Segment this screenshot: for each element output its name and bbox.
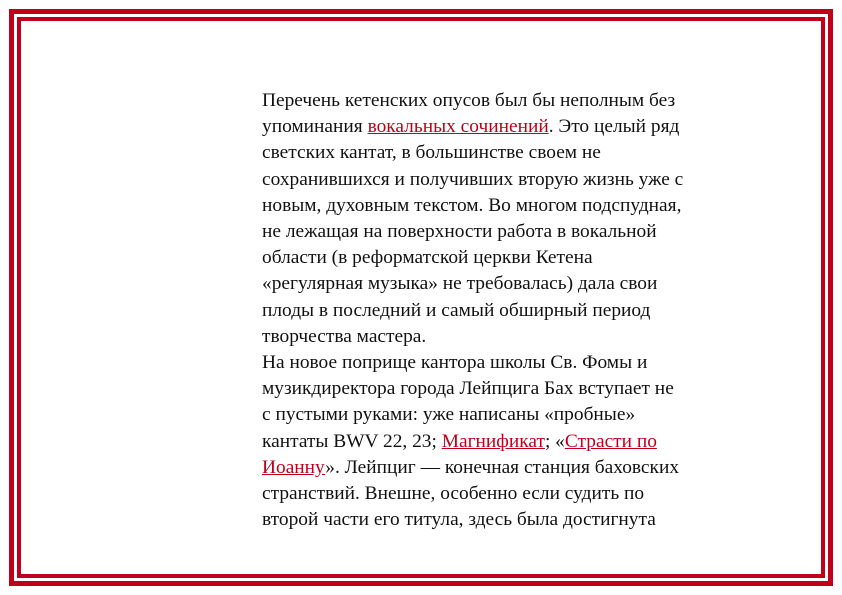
text-line: «регулярная музыка» не требовалась) дала свои xyxy=(262,273,658,295)
text-line: Перечень кетенских опусов был бы неполным без xyxy=(262,90,676,111)
text-line: сохранившихся и получивших вторую жизнь уже с xyxy=(262,168,684,190)
magnificat-link[interactable]: Магнификат xyxy=(441,430,545,452)
text-line: области (в реформатской церкви Кетена xyxy=(262,247,593,269)
text-line: странствий. Внешне, особенно если судить по xyxy=(262,483,645,505)
st-john-passion-link[interactable]: Страсти по xyxy=(564,430,657,452)
text-fragment: упоминания xyxy=(262,116,368,138)
text-line xyxy=(262,455,762,481)
text-fragment: кантаты BWV 22, 23; xyxy=(262,430,442,452)
text-line: плоды в последний и самый обширный период xyxy=(262,299,651,321)
text-line xyxy=(262,429,762,455)
st-john-passion-link[interactable]: Иоанну xyxy=(262,456,326,478)
text-line: светских кантат, в большинстве своем не xyxy=(262,142,601,164)
text-line xyxy=(262,114,762,140)
text-fragment: ; « xyxy=(544,430,565,452)
text-line: второй части его титула, здесь была достигнута xyxy=(262,509,656,531)
paragraph-vocal-works xyxy=(262,88,762,350)
text-line: музикдиректора города Лейпцига Бах вступает не xyxy=(262,378,674,400)
text-line: творчества мастера. xyxy=(262,325,427,347)
text-line: не лежащая на поверхности работа в вокальной xyxy=(262,221,657,243)
text-line: На новое поприще кантора школы Св. Фомы и xyxy=(262,352,648,374)
text-fragment: . Это целый ряд xyxy=(548,116,680,138)
text-line: новым, духовным текстом. Во многом подспудная, xyxy=(262,194,682,216)
vocal-works-link[interactable]: вокальных сочинений xyxy=(367,116,549,138)
paragraph-leipzig xyxy=(262,350,762,533)
text-line: с пустыми руками: уже написаны «пробные» xyxy=(262,404,636,426)
article-text xyxy=(262,88,762,533)
text-fragment: ». Лейпциг — конечная станция баховских xyxy=(325,456,680,478)
